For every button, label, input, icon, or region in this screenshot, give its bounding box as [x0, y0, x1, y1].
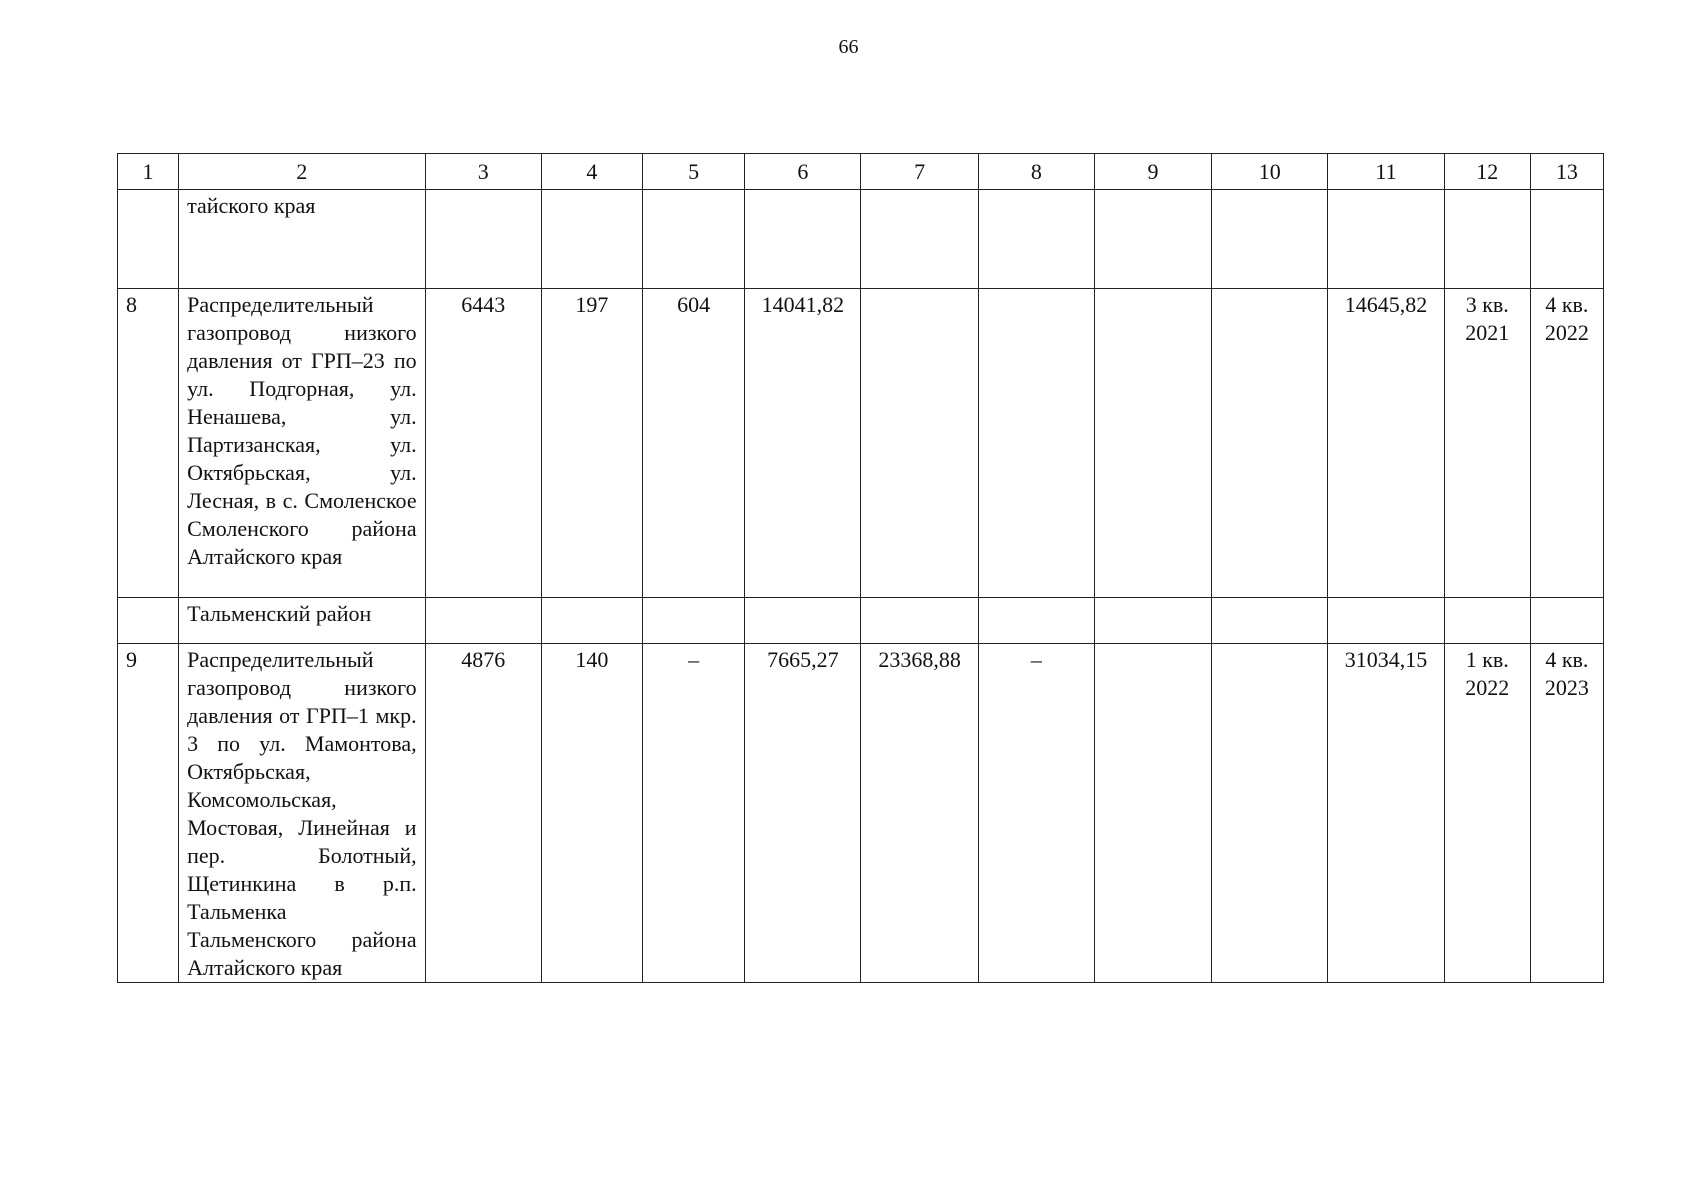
header-cell: 10: [1212, 154, 1328, 190]
page-number: 66: [838, 36, 859, 58]
cell-col-5: –: [643, 644, 745, 983]
cell-col-4: 140: [541, 644, 642, 983]
header-cell: 7: [861, 154, 978, 190]
cell-col-6: 14041,82: [745, 289, 861, 598]
cell-col-12: 3 кв. 2021: [1444, 289, 1530, 598]
table-row-region: [118, 598, 1604, 644]
cell-description: Распределительный газопровод низкого давления от ГРП–1 мкр. 3 по ул. Мамонтова, Октябрьская, Комсомольская, Мостовая, Линейная и пер. Болотный, Щетинкина в р.п. Тальменка Тальменского района Алтайского края: [179, 644, 425, 983]
table-row-8: [118, 289, 1604, 598]
header-cell: 6: [745, 154, 861, 190]
cell-col-13: 4 кв. 2022: [1530, 289, 1603, 598]
cell-col-4: 197: [541, 289, 642, 598]
cell-col-10: [1212, 644, 1328, 983]
table-row-continuation: [118, 190, 1604, 289]
cell-col-9: [1094, 289, 1211, 598]
header-cell: 13: [1530, 154, 1603, 190]
cell-col-8: [978, 289, 1094, 598]
cell-col-11: 31034,15: [1328, 644, 1444, 983]
cell-col-7: 23368,88: [861, 644, 978, 983]
header-cell: 5: [643, 154, 745, 190]
cell-col-13: 4 кв. 2023: [1530, 644, 1603, 983]
cell-col-9: [1094, 644, 1211, 983]
cell-col-12: 1 кв. 2022: [1444, 644, 1530, 983]
cell-col-8: –: [978, 644, 1094, 983]
header-cell: 4: [541, 154, 642, 190]
cell-col-10: [1212, 289, 1328, 598]
investment-table: [117, 153, 1604, 983]
cell-description: Распределительный газопровод низкого давления от ГРП–23 по ул. Подгорная, ул. Ненашева, ул. Партизанская, ул. Октябрьская, ул. Лесная, в с. Смоленское Смоленского района Алтайского края: [179, 289, 425, 598]
cell-region-title: Тальменский район: [179, 598, 425, 644]
cell-number: 8: [118, 289, 179, 598]
cell-col-3: 4876: [425, 644, 541, 983]
cell-number: [118, 190, 179, 289]
header-cell: 2: [179, 154, 425, 190]
header-row: [118, 154, 1604, 190]
header-cell: 1: [118, 154, 179, 190]
cell-col-3: 6443: [425, 289, 541, 598]
table-row-9: [118, 644, 1604, 983]
header-cell: 3: [425, 154, 541, 190]
header-cell: 12: [1444, 154, 1530, 190]
cell-col-11: 14645,82: [1328, 289, 1444, 598]
cell-number: 9: [118, 644, 179, 983]
header-cell: 8: [978, 154, 1094, 190]
cell-col-5: 604: [643, 289, 745, 598]
header-cell: 11: [1328, 154, 1444, 190]
cell-col-7: [861, 289, 978, 598]
cell-description: тайского края: [179, 190, 425, 289]
header-cell: 9: [1094, 154, 1211, 190]
cell-col-6: 7665,27: [745, 644, 861, 983]
